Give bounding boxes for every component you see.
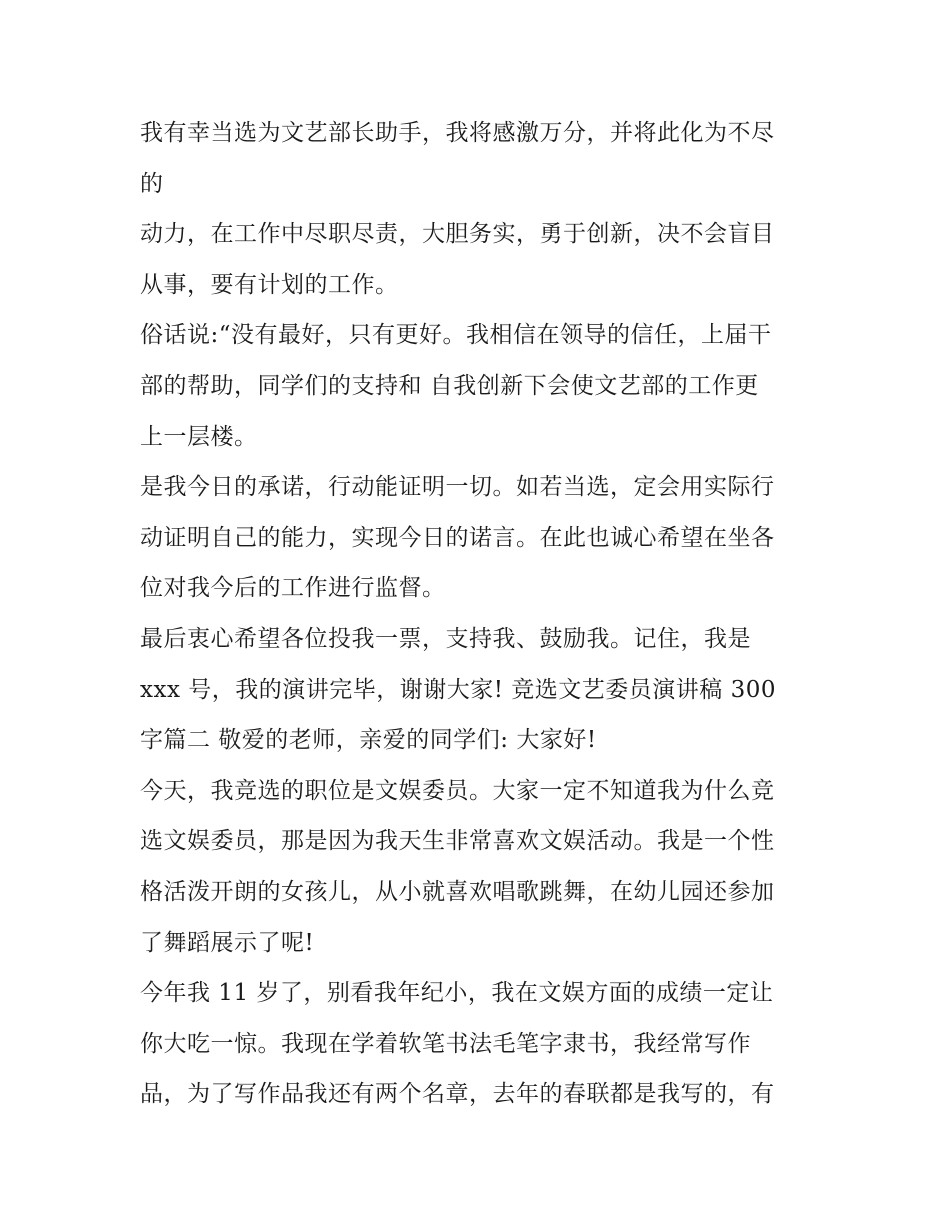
text-line: 格活泼开朗的女孩儿，从小就喜欢唱歌跳舞，在幼儿园还参加 — [140, 878, 775, 905]
text-line: 是我今日的承诺，行动能证明一切。如若当选，定会用实际行 — [140, 474, 775, 501]
text-line: 部的帮助，同学们的支持和 自我创新下会使文艺部的工作更 — [140, 372, 759, 399]
text-line: 品，为了写作品我还有两个名章，去年的春联都是我写的，有 — [140, 1081, 775, 1108]
text-line: 字篇二 敬爱的老师，亲爱的同学们: 大家好! — [140, 727, 597, 754]
text-line: 位对我今后的工作进行监督。 — [140, 575, 446, 602]
text-line: 了舞蹈展示了呢! — [140, 929, 315, 956]
text-line: 动力，在工作中尽职尽责，大胆务实，勇于创新，决不会盲目 — [140, 221, 775, 248]
document-body — [140, 108, 820, 1120]
text-line: 俗话说:“没有最好，只有更好。我相信在领导的信任，上届干 — [140, 322, 772, 349]
text-line: 最后衷心希望各位投我一票，支持我、鼓励我。记住，我是 — [140, 625, 751, 652]
text-line: 你大吃一惊。我现在学着软笔书法毛笔字隶书，我经常写作 — [140, 1030, 751, 1057]
text-line: 今年我 11 岁了，别看我年纪小，我在文娱方面的成绩一定让 — [140, 980, 774, 1007]
text-line: 从事，要有计划的工作。 — [140, 271, 399, 298]
text-line: xxx 号，我的演讲完毕，谢谢大家! 竞选文艺委员演讲稿 300 — [140, 676, 776, 703]
text-line: 上一层楼。 — [140, 423, 258, 450]
text-line: 的 — [140, 170, 164, 197]
text-line: 我有幸当选为文艺部长助手，我将感激万分，并将此化为不尽 — [140, 120, 775, 146]
text-line: 动证明自己的能力，实现今日的诺言。在此也诚心希望在坐各 — [140, 524, 775, 551]
text-line: 选文娱委员，那是因为我天生非常喜欢文娱活动。我是一个性 — [140, 828, 775, 855]
text-line: 今天，我竞选的职位是文娱委员。大家一定不知道我为什么竞 — [140, 777, 775, 804]
